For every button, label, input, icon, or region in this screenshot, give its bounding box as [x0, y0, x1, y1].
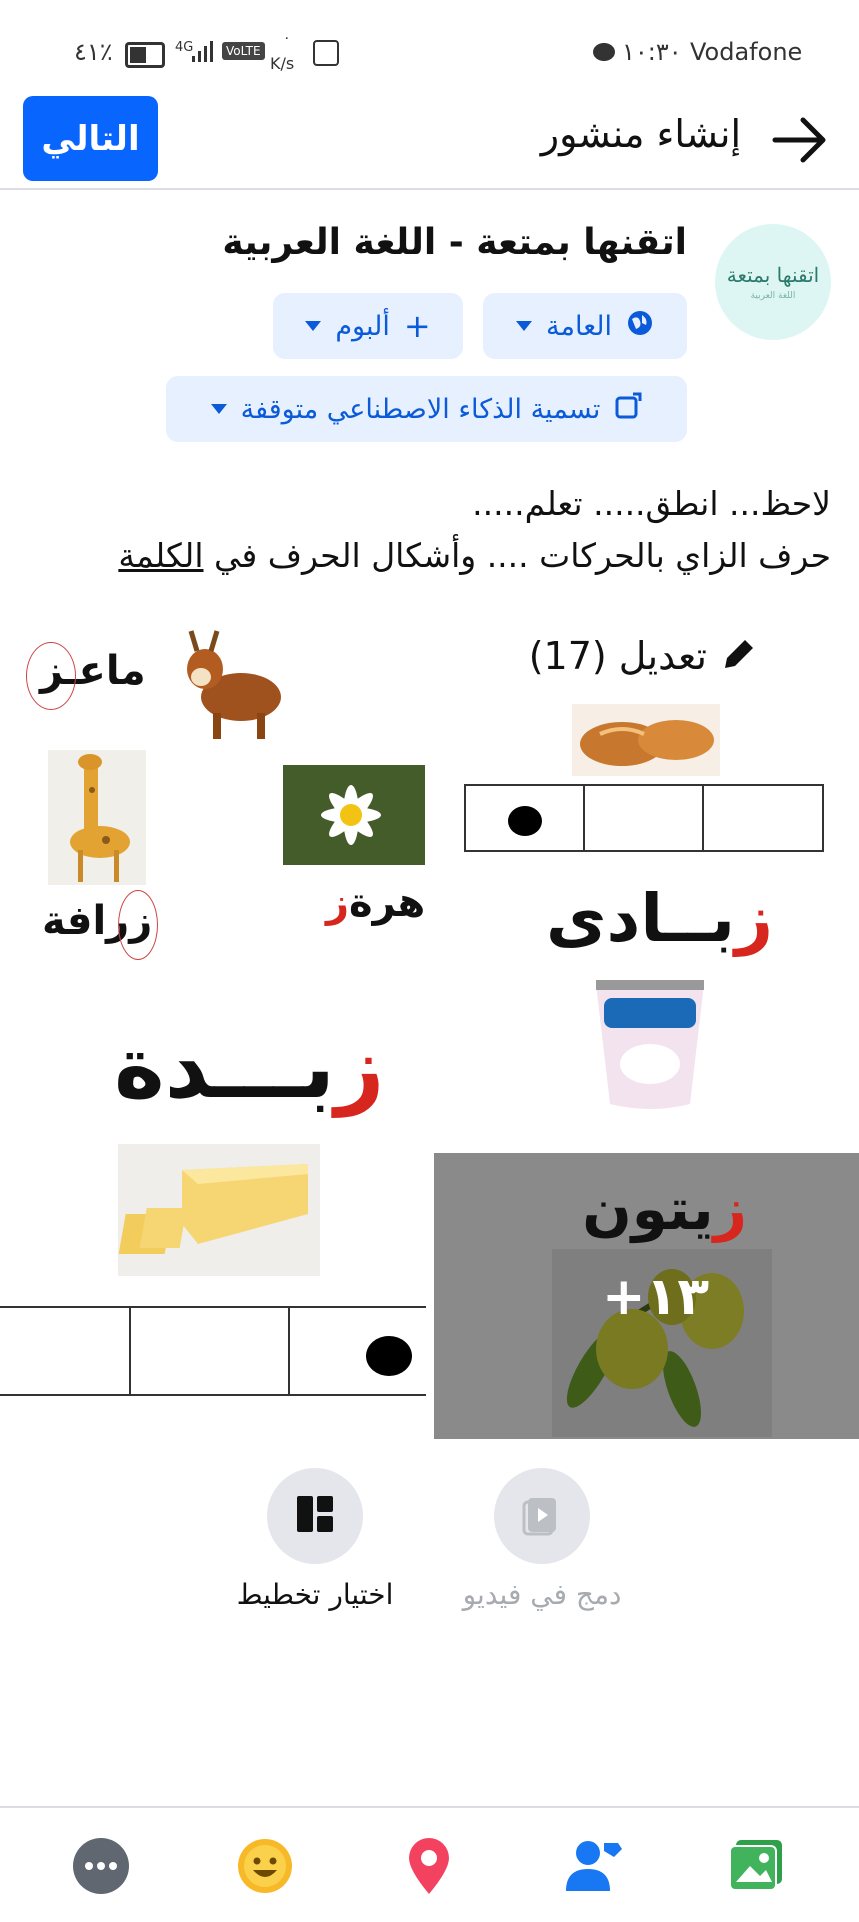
feeling-icon[interactable]: [232, 1833, 298, 1899]
avatar[interactable]: [715, 224, 831, 340]
box-divider: [583, 786, 585, 850]
status-bar: [0, 0, 859, 92]
video-icon: [520, 1492, 564, 1540]
post-line-1: لاحظ... انطق..... تعلم.....: [472, 484, 831, 523]
letter-circle: [26, 642, 76, 710]
battery-icon: [125, 42, 165, 68]
zarafa-rest: رافة: [42, 898, 130, 944]
choose-layout-label: اختيار تخطيط: [236, 1578, 394, 1611]
box-divider: [288, 1308, 290, 1394]
carrier: Vodafone: [690, 38, 803, 66]
zahra-rest: هرة: [349, 880, 426, 926]
chevron-down-icon: [211, 404, 227, 414]
clock: ١٠:٣٠: [622, 38, 682, 66]
position-dot: [508, 806, 542, 836]
box-divider: [129, 1308, 131, 1394]
box-divider: [702, 786, 704, 850]
position-dot: [366, 1336, 412, 1376]
ai-label-text: تسمية الذكاء الاصطناعي متوقفة: [240, 393, 601, 425]
photo-tile-more[interactable]: [434, 1153, 859, 1439]
back-arrow-icon[interactable]: [769, 110, 829, 170]
letter-circle: [118, 890, 158, 960]
daisy-image: [283, 765, 425, 865]
letter-position-box: [464, 784, 824, 852]
chat-icon: [593, 43, 615, 61]
word-zabadi: [546, 880, 773, 957]
header-bar: [0, 92, 859, 190]
post-line-2: [31, 530, 831, 582]
pencil-icon: [719, 634, 759, 678]
photo-icon[interactable]: [723, 1833, 789, 1899]
battery-percent: ٤١٪: [74, 38, 113, 66]
yogurt-image: [594, 980, 706, 1112]
bread-image: [572, 704, 720, 776]
zabadi-rest: بــادى: [545, 880, 735, 957]
zaitoun-rest: يتون: [582, 1175, 714, 1243]
next-button[interactable]: التالي: [23, 96, 158, 181]
layout-icon: [293, 1492, 337, 1540]
edit-button[interactable]: [529, 634, 759, 678]
word-maez: ماعـز: [40, 648, 146, 694]
avatar-subtext: اللغة العربية: [750, 291, 796, 301]
audience-selector[interactable]: [483, 293, 687, 359]
more-photos-count: +١٣: [602, 1267, 710, 1327]
merge-video-label: دمج في فيديو: [462, 1578, 622, 1611]
video-merge-circle: [494, 1468, 590, 1564]
globe-icon: [626, 309, 654, 344]
signal-icon: [190, 38, 216, 68]
post-line-2-text: حرف الزاي بالحركات .... وأشكال الحرف في: [203, 536, 831, 575]
bottom-toolbar: [0, 1806, 859, 1922]
avatar-text: اتقنها بمتعة: [726, 263, 820, 287]
zarafa-letter: ز: [129, 898, 153, 944]
network-type: 4G: [175, 40, 194, 55]
zebda-letter: ز: [334, 1018, 385, 1118]
page-name: اتقنها بمتعة - اللغة العربية: [222, 222, 687, 263]
layout-circle: [267, 1468, 363, 1564]
more-icon[interactable]: [68, 1833, 134, 1899]
location-icon[interactable]: [396, 1833, 462, 1899]
ai-tag-icon: [614, 392, 642, 427]
word-zahra: [326, 880, 425, 926]
page-title: إنشاء منشور: [540, 112, 741, 156]
ai-label-selector[interactable]: [166, 376, 687, 442]
volte-badge: VoLTE: [222, 42, 265, 60]
album-label: ألبوم: [335, 310, 390, 342]
giraffe-image: [48, 750, 146, 885]
nfc-icon: [313, 40, 339, 66]
butter-image: [118, 1144, 320, 1276]
zabadi-letter: ز: [735, 880, 773, 957]
audience-label: العامة: [546, 310, 612, 342]
post-text[interactable]: [31, 478, 831, 582]
letter-position-box: [0, 1306, 426, 1396]
tag-people-icon[interactable]: [560, 1833, 626, 1899]
photo-tile-zebda[interactable]: [0, 1000, 430, 1400]
post-line-2-underlined: الكلمة: [118, 536, 204, 575]
zebda-rest: بـــدة: [114, 1018, 335, 1118]
zaitoun-letter: ز: [713, 1175, 747, 1243]
word-zaitoun: [582, 1175, 747, 1243]
photo-tile-zabadi[interactable]: [434, 600, 859, 1120]
merge-video-button[interactable]: [462, 1468, 622, 1611]
album-selector[interactable]: [273, 293, 463, 359]
word-zebda: [114, 1018, 384, 1118]
choose-layout-button[interactable]: [230, 1468, 400, 1611]
chevron-down-icon: [516, 321, 532, 331]
plus-icon: +: [403, 307, 431, 345]
photo-tile-animals[interactable]: [0, 600, 430, 990]
edit-label: تعديل (17): [528, 634, 707, 678]
chevron-down-icon: [305, 321, 321, 331]
speed-value: ٠: [283, 30, 291, 46]
zahra-letter: ز: [326, 880, 350, 926]
goat-image: [175, 625, 293, 745]
speed-unit: K/s: [270, 54, 295, 73]
